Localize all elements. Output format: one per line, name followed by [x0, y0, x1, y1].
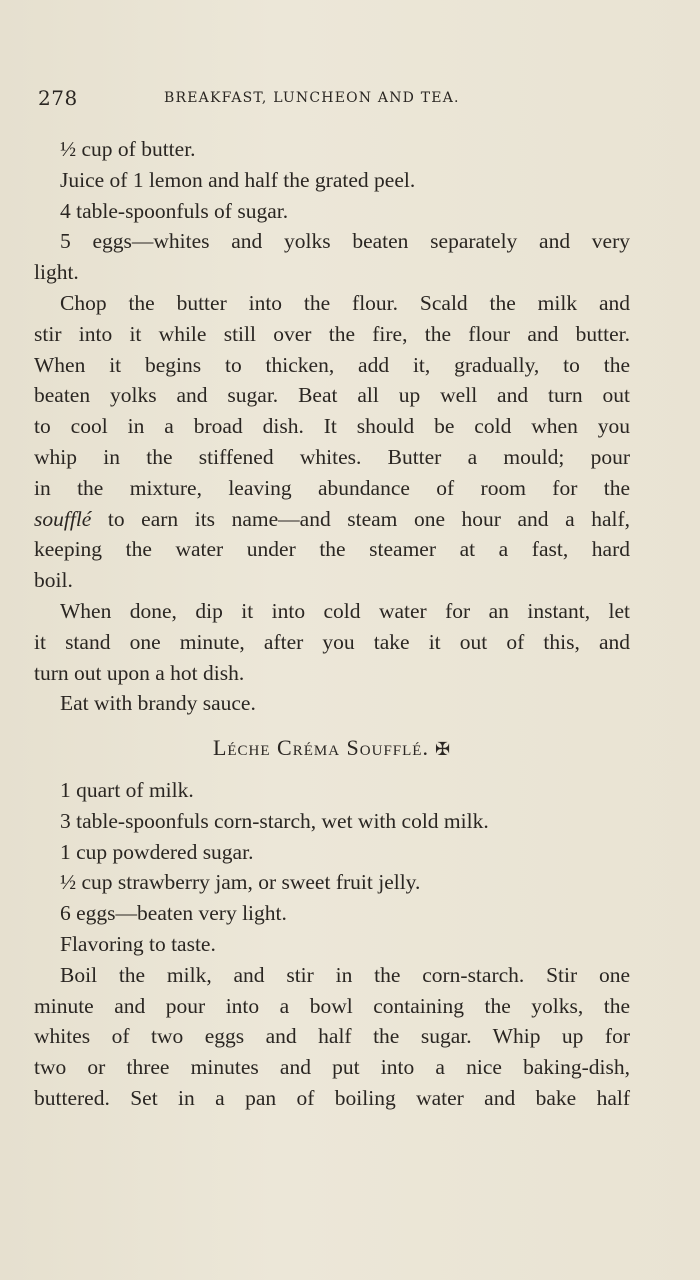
ingredient-line: 1 cup powdered sugar.: [60, 839, 254, 864]
paragraph-line: keeping the water under the steamer at a fast, hard: [34, 537, 630, 562]
recipe-title: [34, 733, 630, 765]
paragraph-line: turn out upon a hot dish.: [34, 660, 245, 685]
page-header: [38, 86, 633, 116]
paragraph-line: to cool in a broad dish. It should be cold when you: [34, 414, 630, 439]
ingredient-line: 3 table-spoonfuls corn-starch, wet with cold milk.: [60, 808, 489, 833]
ingredient-line: Juice of 1 lemon and half the grated peel.: [60, 167, 416, 192]
ingredient-line: 4 table-spoonfuls of sugar.: [60, 198, 289, 223]
paragraph-line: two or three minutes and put into a nice baking-dish,: [34, 1055, 630, 1080]
page-body: [34, 134, 630, 1114]
ingredient-line: 6 eggs—beaten very light.: [60, 901, 287, 926]
ingredient-line: 5 eggs—whites and yolks beaten separately and very: [60, 229, 630, 254]
paragraph-line: Boil the milk, and stir in the corn-starch. Stir one: [60, 962, 630, 987]
paragraph-line: in the mixture, leaving abundance of room for the: [34, 475, 630, 500]
paragraph-line-italic: [34, 504, 630, 535]
ingredient-line: ½ cup strawberry jam, or sweet fruit jelly.: [60, 870, 421, 895]
page-number: 278: [38, 86, 78, 110]
paragraph-line: Eat with brandy sauce.: [60, 691, 256, 716]
paragraph-line: whip in the stiffened whites. Butter a mould; pour: [34, 444, 630, 469]
recipe-title-text: Léche Créma Soufflé.: [212, 735, 429, 761]
paragraph-line: Chop the butter into the flour. Scald the milk and: [60, 290, 630, 315]
ingredient-line: 1 quart of milk.: [60, 777, 194, 802]
ingredient-line: light.: [34, 260, 79, 285]
paragraph-line: boil.: [34, 568, 73, 593]
paragraph-line: When done, dip it into cold water for an instant, let: [60, 598, 630, 623]
ingredient-line: ½ cup of butter.: [60, 137, 196, 161]
running-head: BREAKFAST, LUNCHEON AND TEA.: [164, 90, 460, 106]
paragraph-line: beaten yolks and sugar. Beat all up well and turn out: [34, 383, 630, 408]
paragraph-line: stir into it while still over the fire, the flour and butter.: [34, 321, 630, 346]
paragraph-line: minute and pour into a bowl containing the yolks, the: [34, 993, 630, 1018]
maltese-cross-icon: ✠: [434, 739, 452, 760]
paragraph-line: buttered. Set in a pan of boiling water and bake half: [34, 1085, 630, 1110]
paragraph-line: whites of two eggs and half the sugar. Whip up for: [34, 1024, 630, 1049]
paragraph-line-rest: to earn its name—and steam one hour and a half,: [91, 506, 630, 531]
souffle-italic: soufflé: [34, 506, 92, 531]
paragraph-line: When it begins to thicken, add it, gradually, to the: [34, 352, 630, 377]
ingredient-line: Flavoring to taste.: [60, 931, 216, 956]
paragraph-line: it stand one minute, after you take it out of this, and: [34, 629, 630, 654]
